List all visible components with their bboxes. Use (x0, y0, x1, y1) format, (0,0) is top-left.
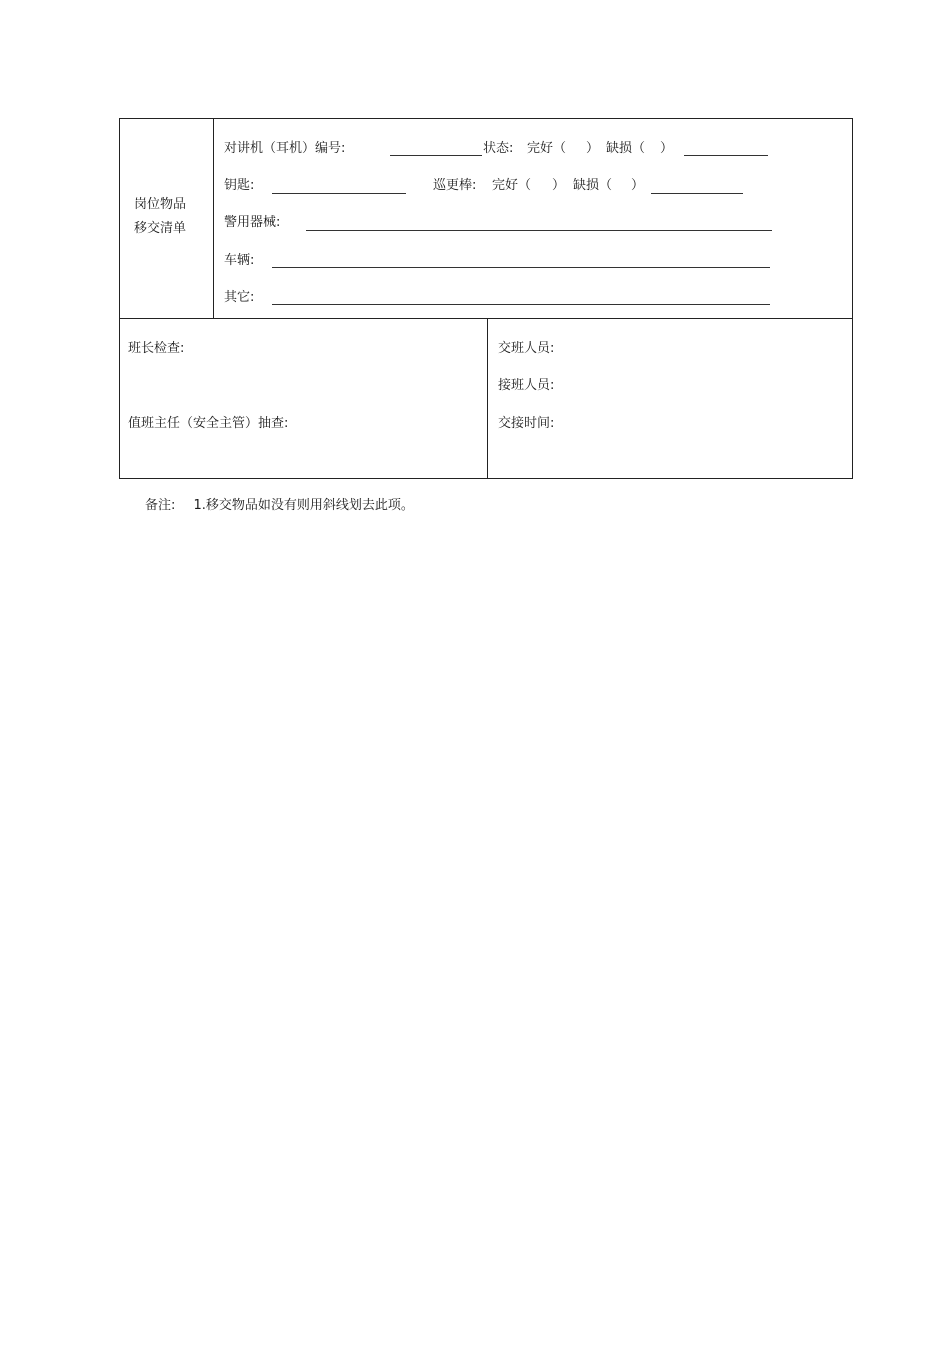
radio-remark-field[interactable] (684, 155, 768, 156)
signoff-column-divider (487, 318, 488, 478)
other-label: 其它: (224, 290, 255, 305)
handover-time-label: 交接时间: (498, 416, 555, 431)
section-label-line1: 岗位物品 (134, 197, 187, 212)
keys-label: 钥匙: (224, 178, 255, 193)
patrol-good-label: 完好（ (492, 178, 532, 193)
patrol-good-close: ） (552, 178, 566, 193)
footnote (145, 498, 414, 514)
keys-field[interactable] (272, 193, 406, 194)
police-gear-label: 警用器械: (224, 215, 281, 230)
radio-damaged-close: ） (660, 141, 674, 156)
patrol-remark-field[interactable] (651, 193, 743, 194)
radio-damaged-label: 缺损（ (606, 141, 646, 156)
footnote-label: 备注: (145, 498, 176, 513)
handover-form-table (119, 118, 853, 479)
supervisor-check-label: 值班主任（安全主管）抽查: (128, 416, 289, 431)
radio-label: 对讲机（耳机）编号: (224, 141, 346, 156)
patrol-damaged-close: ） (631, 178, 645, 193)
radio-number-field[interactable] (390, 155, 482, 156)
vehicle-field[interactable] (272, 267, 770, 268)
police-gear-field[interactable] (306, 230, 772, 231)
patrol-label: 巡更棒: (433, 178, 477, 193)
footnote-text: 1.移交物品如没有则用斜线划去此项。 (193, 498, 414, 513)
radio-status-label: 状态: (483, 141, 514, 156)
radio-good-label: 完好（ (527, 141, 567, 156)
table-row-divider (120, 318, 852, 319)
monitor-check-label: 班长检查: (128, 341, 185, 356)
receiver-person-label: 接班人员: (498, 378, 555, 393)
vehicle-label: 车辆: (224, 253, 255, 268)
section-label-line2: 移交清单 (134, 221, 187, 236)
other-field[interactable] (272, 304, 770, 305)
patrol-damaged-label: 缺损（ (573, 178, 613, 193)
radio-good-close: ） (586, 141, 600, 156)
section-label-divider (213, 119, 214, 318)
handover-person-label: 交班人员: (498, 341, 555, 356)
